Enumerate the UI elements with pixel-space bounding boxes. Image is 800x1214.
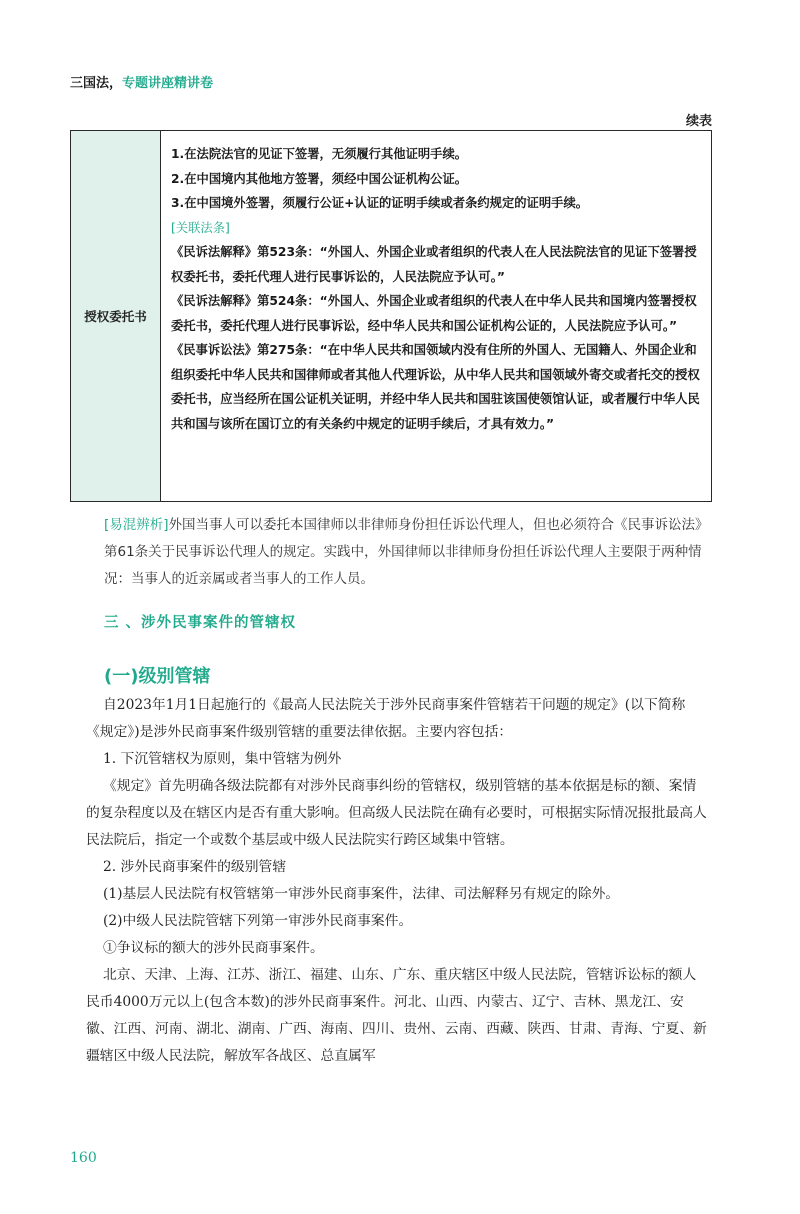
- confusion-text: 外国当事人可以委托本国律师以非律师身份担任诉讼代理人，但也必须符合《民事诉讼法》第61条关于民事诉讼代理人的规定。实践中，外国律师以非律师身份担任诉讼代理人主要限于两种情况：当事人的近亲属或者当事人的工作人员。: [104, 517, 709, 587]
- power-of-attorney-table: [70, 130, 712, 502]
- table-continued-label: 续表: [685, 114, 712, 129]
- paragraph: ①争议标的额大的涉外民商事案件。: [103, 940, 324, 956]
- law-article: 《民诉法解释》第524条：“外国人、外国企业或者组织的代表人在中华人民共和国境内签署授权委托书，委托代理人进行民事诉讼，经中华人民共和国公证机构公证的，人民法院应予认可。”: [171, 294, 697, 333]
- list-item: 1.在法院法官的见证下签署，无须履行其他证明手续。: [171, 147, 468, 161]
- paragraph: (1)基层人民法院有权管辖第一审涉外民商事案件，法律、司法解释另有规定的除外。: [103, 886, 620, 902]
- law-article: 《民诉法解释》第523条：“外国人、外国企业或者组织的代表人在人民法院法官的见证下签署授权委托书，委托代理人进行民事诉讼的，人民法院应予认可。”: [171, 245, 697, 284]
- subsection-heading: (一)级别管辖: [104, 666, 211, 687]
- page-number: 160: [70, 1150, 97, 1166]
- confusion-tag: [易混辨析]: [104, 517, 169, 533]
- table-row-content: [161, 131, 711, 501]
- paragraph: 1. 下沉管辖权为原则，集中管辖为例外: [103, 751, 342, 767]
- law-article: 《民事诉讼法》第275条：“在中华人民共和国领域内没有住所的外国人、无国籍人、外国企业和组织委托中华人民共和国律师或者其他人代理诉讼，从中华人民共和国领域外寄交或者托交的授权委托书，应当经所在国公证机关证明，并经中华人民共和国驻该国使领馆认证，或者履行中华人民共和国与该所在国订立的有关条约中规定的证明手续后，才具有效力。”: [171, 343, 700, 431]
- related-articles-label: [关联法条]: [171, 220, 230, 235]
- paragraph: (2)中级人民法院管辖下列第一审涉外民商事案件。: [103, 913, 413, 929]
- paragraph: 北京、天津、上海、江苏、浙江、福建、山东、广东、重庆辖区中级人民法院，管辖诉讼标的额人民币4000万元以上(包含本数)的涉外民商事案件。河北、山西、内蒙古、辽宁、吉林、黑龙江、安徽、江西、河南、湖北、湖南、广西、海南、四川、贵州、云南、西藏、陕西、甘肃、青海、宁夏、新疆辖区中级人民法院，解放军各战区、总直属军: [86, 967, 707, 1064]
- list-item: 3.在中国境外签署，须履行公证+认证的证明手续或者条约规定的证明手续。: [171, 196, 589, 210]
- table-row-header: 授权委托书: [71, 131, 161, 501]
- confusion-note: [104, 512, 714, 593]
- running-header: [70, 72, 213, 91]
- section-heading: 三 、涉外民事案件的管辖权: [104, 615, 297, 631]
- paragraph: 《规定》首先明确各级法院都有对涉外民商事纠纷的管辖权，级别管辖的基本依据是标的额、案情的复杂程度以及在辖区内是否有重大影响。但高级人民法院在确有必要时，可根据实际情况报批最高人民法院后，指定一个或数个基层或中级人民法院实行跨区域集中管辖。: [86, 778, 707, 848]
- paragraph: 2. 涉外民商事案件的级别管辖: [103, 859, 287, 875]
- list-item: 2.在中国境内其他地方签署，须经中国公证机构公证。: [171, 171, 468, 186]
- paragraph: 自2023年1月1日起施行的《最高人民法院关于涉外民商事案件管辖若干问题的规定》(以下简称《规定》)是涉外民商事案件级别管辖的重要法律依据。主要内容包括：: [86, 697, 686, 740]
- body-text: [86, 692, 710, 1070]
- book-title: 三国法，: [70, 76, 123, 91]
- series-title: 专题讲座精讲卷: [122, 76, 214, 91]
